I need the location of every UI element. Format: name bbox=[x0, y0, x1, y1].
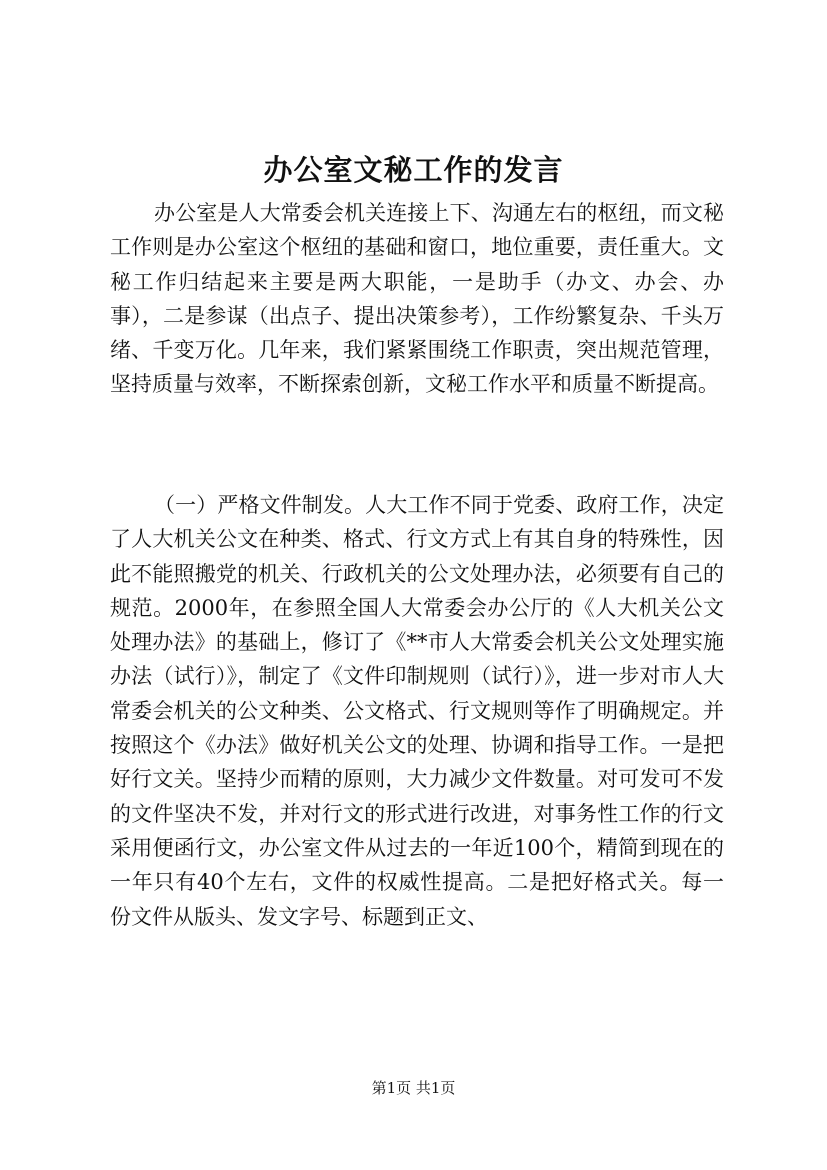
body-paragraph: 办公室是人大常委会机关连接上下、沟通左右的枢纽，而文秘工作则是办公室这个枢纽的基础和窗口，地位重要，责任重大。文秘工作归结起来主要是两大职能，一是助手（办文、办会、办事），二是参谋（出点子、提出决策参考），工作纷繁复杂、千头万绪、千变万化。几年来，我们紧紧围绕工作职责，突出规范管理，坚持质量与效率，不断探索创新，文秘工作水平和质量不断提高。 bbox=[110, 201, 724, 397]
body-paragraph: （一）严格文件制发。人大工作不同于党委、政府工作，决定了人大机关公文在种类、格式、行文方式上有其自身的特殊性，因此不能照搬党的机关、行政机关的公文处理办法，必须要有自己的规范。2000年，在参照全国人大常委会办公厅的《人大机关公文处理办法》的基础上，修订了《**市人大常委会机关公文处理实施办法（试行）》，制定了《文件印制规则（试行）》，进一步对市人大常委会机关的公文种类、公文格式、行文规则等作了明确规定。并按照这个《办法》做好机关公文的处理、协调和指导工作。一是把好行文关。坚持少而精的原则，大力减少文件数量。对可发可不发的文件坚决不发，并对行文的形式进行改进，对事务性工作的行文采用便函行文，办公室文件从过去的一年近100个，精简到现在的一年只有40个左右，文件的权威性提高。二是把好格式关。每一份文件从版头、发文字号、标题到正文、 bbox=[110, 493, 724, 929]
document-title: 办公室文秘工作的发言 bbox=[263, 153, 564, 187]
page-footer: 第1页 共1页 bbox=[371, 1079, 456, 1097]
